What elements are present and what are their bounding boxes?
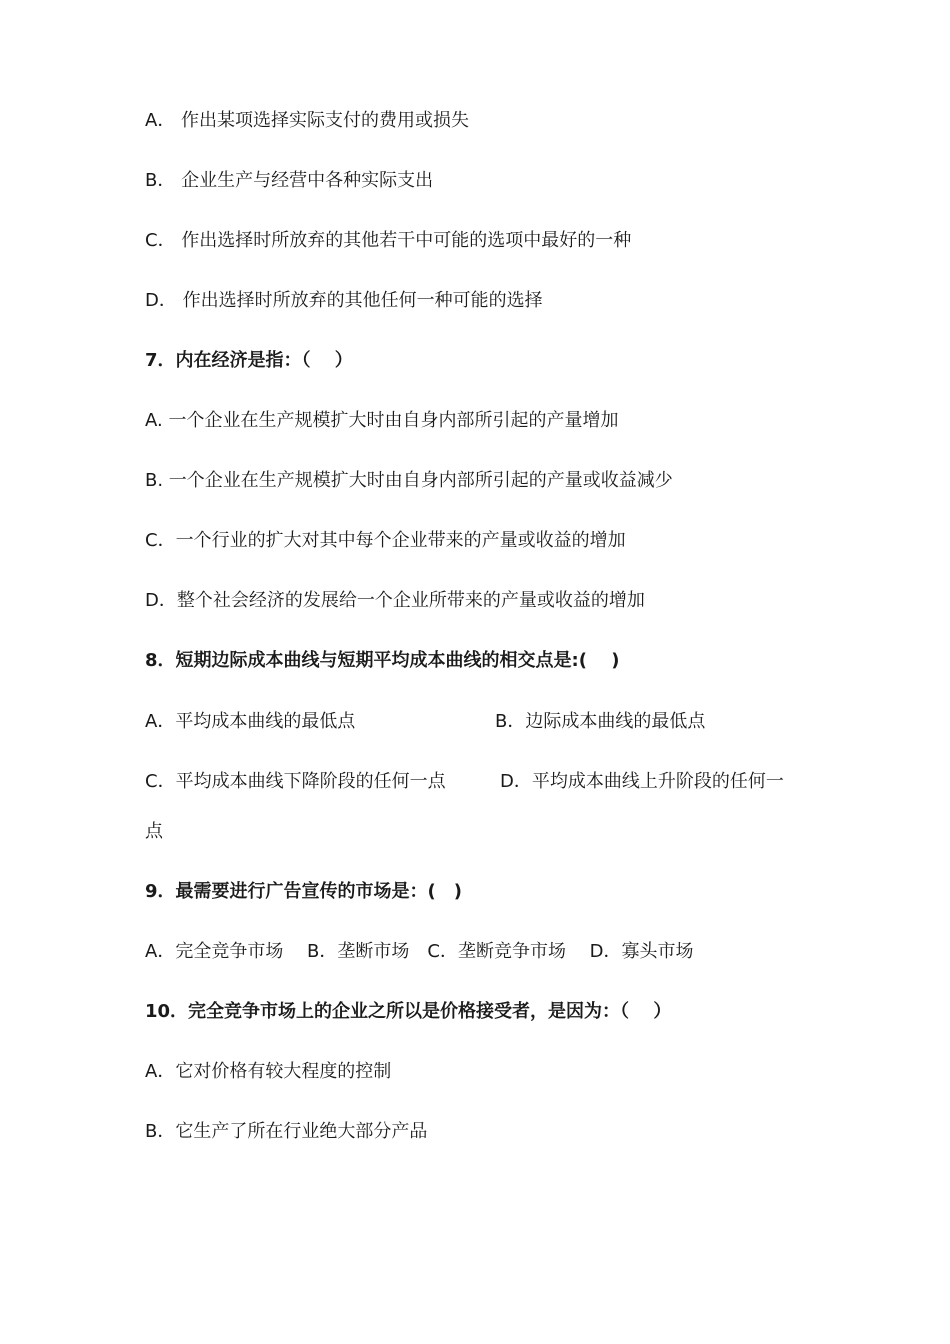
q10-option-a: A．它对价格有较大程度的控制 [145,1061,392,1082]
q8-option-d: D．平均成本曲线上升阶段的任何一 [500,771,784,792]
q8-option-c: C．平均成本曲线下降阶段的任何一点 [145,771,446,792]
q7-question: 7．内在经济是指：（ ） [145,350,353,371]
q10-question: 10．完全竞争市场上的企业之所以是价格接受者，是因为：（ ） [145,1001,672,1022]
q8-option-a: A．平均成本曲线的最低点 [145,711,356,732]
q10-option-b: B．它生产了所在行业绝大部分产品 [145,1121,428,1142]
q7-option-b: B. 一个企业在生产规模扩大时由自身内部所引起的产量或收益减少 [145,470,673,491]
q9-options: A．完全竞争市场 B．垄断市场 C．垄断竞争市场 D．寡头市场 [145,941,694,962]
q8-option-b: B．边际成本曲线的最低点 [495,711,706,732]
q7-option-c: C．一个行业的扩大对其中每个企业带来的产量或收益的增加 [145,530,626,551]
q9-question: 9．最需要进行广告宣传的市场是：( ) [145,881,462,902]
q7-option-d: D．整个社会经济的发展给一个企业所带来的产量或收益的增加 [145,590,645,611]
q6-option-b: B． 企业生产与经营中各种实际支出 [145,170,434,191]
q8-option-d-continued: 点 [145,821,163,842]
q6-option-a: A． 作出某项选择实际支付的费用或损失 [145,110,470,131]
q6-option-d: D． 作出选择时所放弃的其他任何一种可能的选择 [145,290,543,311]
q7-option-a: A. 一个企业在生产规模扩大时由自身内部所引起的产量增加 [145,410,619,431]
q8-question: 8．短期边际成本曲线与短期平均成本曲线的相交点是:( ) [145,650,620,671]
q6-option-c: C． 作出选择时所放弃的其他若干中可能的选项中最好的一种 [145,230,632,251]
